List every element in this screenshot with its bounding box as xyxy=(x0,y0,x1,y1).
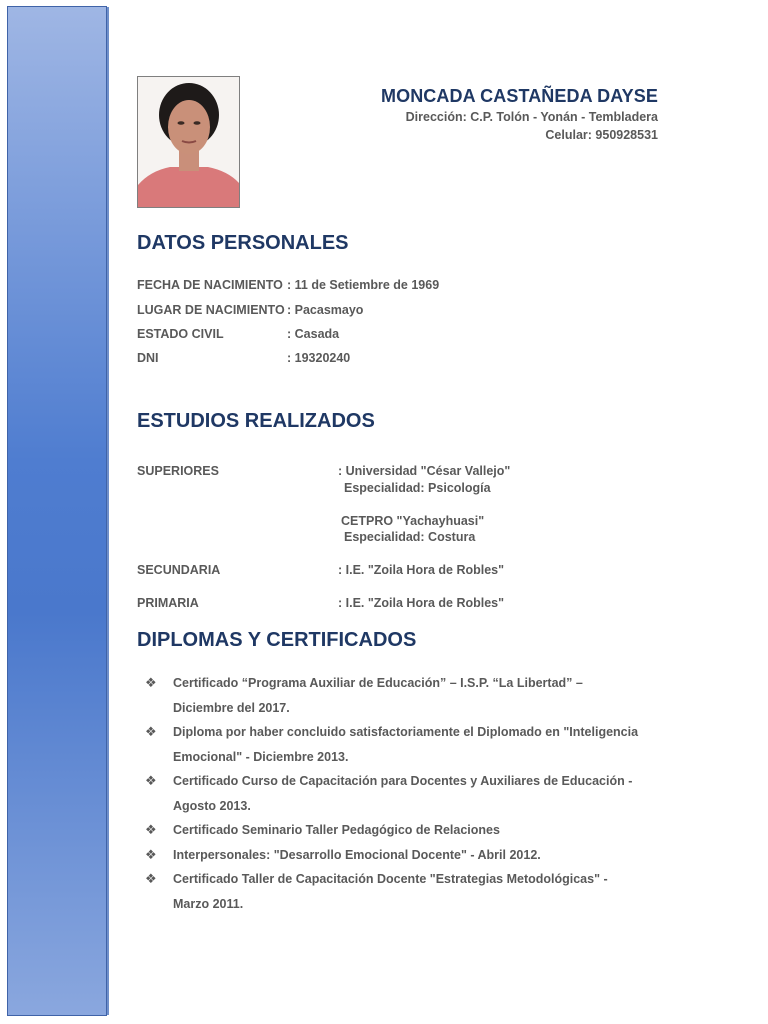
list-item xyxy=(145,843,645,868)
value-lugar-nacimiento: : Pacasmayo xyxy=(287,303,364,317)
diploma-text: Certificado “Programa Auxiliar de Educación” – I.S.P. “La Libertad” – Diciembre del 2017. xyxy=(173,676,583,715)
address-text: Dirección: C.P. Tolón - Yonán - Tembladera xyxy=(405,110,658,124)
diploma-text: Certificado Seminario Taller Pedagógico de Relaciones xyxy=(173,823,500,837)
section-title-diplomas: DIPLOMAS Y CERTIFICADOS xyxy=(137,629,417,651)
label-secundaria: SECUNDARIA xyxy=(137,563,221,577)
value-dni: : 19320240 xyxy=(287,351,351,365)
list-item xyxy=(145,867,645,916)
list-item xyxy=(145,818,645,843)
diamond-bullet-icon: ❖ xyxy=(145,871,157,886)
value-secundaria: : I.E. "Zoila Hora de Robles" xyxy=(338,563,505,577)
value-superiores-2-especialidad: Especialidad: Costura xyxy=(344,530,476,544)
contact-header xyxy=(381,86,658,143)
profile-photo xyxy=(137,76,240,208)
diamond-bullet-icon: ❖ xyxy=(145,773,157,788)
list-item xyxy=(145,671,645,720)
value-superiores-1-especialidad: Especialidad: Psicología xyxy=(344,481,491,495)
value-primaria: : I.E. "Zoila Hora de Robles" xyxy=(338,596,505,610)
label-superiores: SUPERIORES xyxy=(137,464,219,478)
diploma-text: Certificado Curso de Capacitación para Docentes y Auxiliares de Educación - Agosto 2013. xyxy=(173,774,633,813)
diploma-text: Certificado Taller de Capacitación Docente "Estrategias Metodológicas" - Marzo 2011. xyxy=(173,872,608,911)
label-primaria: PRIMARIA xyxy=(137,596,199,610)
list-item xyxy=(145,769,645,818)
value-estado-civil: : Casada xyxy=(287,327,340,341)
diamond-bullet-icon: ❖ xyxy=(145,675,157,690)
phone-text: Celular: 950928531 xyxy=(545,128,658,142)
decorative-sidebar xyxy=(7,6,107,1016)
section-title-estudios: ESTUDIOS REALIZADOS xyxy=(137,410,375,432)
label-dni: DNI xyxy=(137,351,159,365)
label-fecha-nacimiento: FECHA DE NACIMIENTO xyxy=(137,278,283,292)
list-item xyxy=(145,720,645,769)
value-superiores-1: : Universidad "César Vallejo" xyxy=(338,464,511,478)
value-superiores-2: CETPRO "Yachayhuasi" xyxy=(341,514,485,528)
value-fecha-nacimiento: : 11 de Setiembre de 1969 xyxy=(287,278,440,292)
label-estado-civil: ESTADO CIVIL xyxy=(137,327,224,341)
diploma-text: Diploma por haber concluido satisfactoriamente el Diplomado en "Inteligencia Emocional" - Diciembre 2013. xyxy=(173,725,639,764)
section-title-datos-personales: DATOS PERSONALES xyxy=(137,232,349,254)
diamond-bullet-icon: ❖ xyxy=(145,724,157,739)
person-name: MONCADA CASTAÑEDA DAYSE xyxy=(381,86,658,106)
diamond-bullet-icon: ❖ xyxy=(145,822,157,837)
diploma-text: Interpersonales: "Desarrollo Emocional Docente" - Abril 2012. xyxy=(173,847,541,862)
label-lugar-nacimiento: LUGAR DE NACIMIENTO xyxy=(137,303,285,317)
diamond-bullet-icon: ❖ xyxy=(145,846,157,862)
diplomas-list xyxy=(145,671,645,916)
